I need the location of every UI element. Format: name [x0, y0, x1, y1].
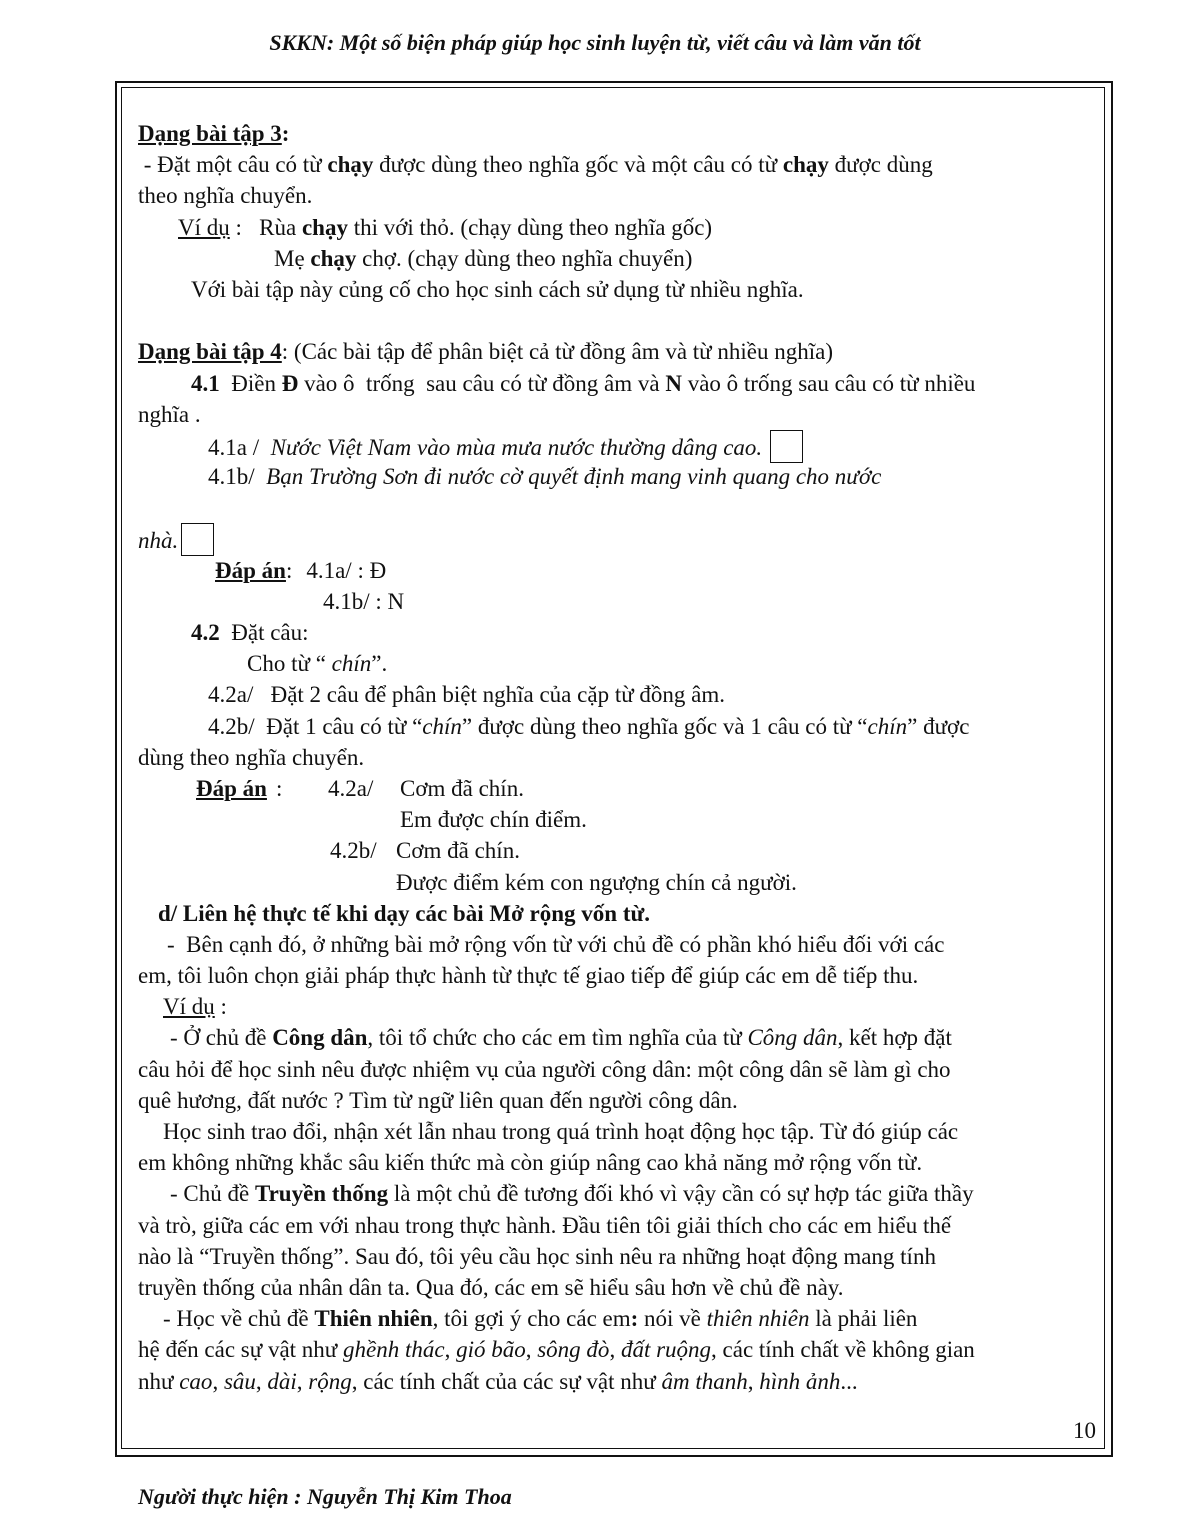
congdan-line2: câu hỏi để học sinh nêu được nhiệm vụ của người công dân: một công dân sẽ làm gì cho	[138, 1056, 951, 1082]
sectionD-heading: d/ Liên hệ thực tế khi dạy các bài Mở rộng vốn từ.	[158, 900, 651, 926]
page-number: 10	[1073, 1418, 1096, 1443]
ans41-line1	[138, 555, 1103, 586]
italic-word: hình ảnh	[759, 1368, 841, 1394]
q42-title: Đặt câu:	[219, 620, 309, 645]
sectionD-example-line	[138, 991, 1103, 1022]
truyenthong-line1	[138, 1178, 1103, 1209]
text: - Đặt một câu có từ	[138, 152, 328, 178]
section4-heading-line	[138, 336, 1103, 367]
text: , kết hợp đặt	[837, 1025, 952, 1051]
text: :	[214, 994, 227, 1020]
text: thi với thỏ. (chạy dùng theo nghĩa gốc)	[347, 214, 713, 240]
hocsinh-line1: Học sinh trao đổi, nhận xét lẫn nhau trong quá trình hoạt động học tập. Từ đó giúp các	[163, 1119, 959, 1144]
truyenthong-line3: nào là “Truyền thống”. Sau đó, tôi yêu cầu học sinh nêu ra những hoạt động mang tính	[138, 1243, 936, 1269]
text: Cho từ “	[247, 651, 332, 677]
bold-word: Thiên nhiên	[314, 1306, 433, 1332]
text: ,	[609, 1337, 621, 1363]
section4-description: : (Các bài tập để phân biệt cả từ đồng âm và từ nhiều nghĩa)	[281, 339, 833, 365]
text: ,	[444, 1337, 457, 1363]
text: ,	[212, 1368, 224, 1394]
page-footer: Người thực hiện : Nguyễn Thị Kim Thoa	[138, 1484, 512, 1509]
section4-heading: Dạng bài tập 4	[138, 339, 282, 365]
thiennhien-line2	[138, 1334, 1103, 1365]
italic-word: cao	[179, 1368, 213, 1394]
italic-word: chín	[867, 713, 908, 739]
text: - Học về chủ đề	[163, 1306, 315, 1332]
ans42a2: Em được chín điểm.	[400, 807, 587, 833]
sectionD-p1: - Bên cạnh đó, ở những bài mở rộng vốn từ với chủ đề có phần khó hiểu đối với các	[167, 931, 945, 957]
italic-word: âm thanh	[661, 1368, 748, 1394]
text: hệ đến các sự vật như	[138, 1337, 344, 1363]
ans42b2: Được điểm kém con ngượng chín cả người.	[396, 869, 797, 895]
italic-word: gió bão	[456, 1337, 526, 1363]
ans42-line1	[138, 773, 1103, 804]
section3-heading-colon: :	[281, 121, 290, 146]
q41b-end	[138, 523, 1103, 554]
q41a-text: Nước Việt Nam vào mùa mưa nước thường dâng cao.	[270, 434, 763, 460]
text: ” được	[907, 713, 970, 739]
text: được dùng theo nghĩa gốc và một câu có từ	[373, 152, 783, 178]
section3-example2	[138, 243, 1103, 274]
q42a: 4.2a/ Đặt 2 câu để phân biệt nghĩa của cặp từ đồng âm.	[208, 682, 726, 708]
italic-word: chín	[422, 713, 462, 739]
ans42a-label: 4.2a/	[328, 775, 374, 801]
ans42-line3	[138, 835, 1103, 866]
q41-number: 4.1	[191, 370, 220, 396]
q42-given	[138, 648, 1103, 679]
truyenthong-line4: truyền thống của nhân dân ta. Qua đó, các em sẽ hiểu sâu hơn về chủ đề này.	[138, 1274, 844, 1300]
ans41b: 4.1b/ : N	[323, 588, 405, 614]
italic-word: thiên nhiên	[706, 1306, 810, 1332]
thiennhien-line3	[138, 1366, 1103, 1397]
bold-colon: :	[630, 1306, 639, 1332]
text: , các tính chất của các sự vật như	[351, 1368, 662, 1394]
bold-letter: Đ	[281, 370, 299, 396]
ans42b1: Cơm đã chín.	[396, 838, 520, 864]
example-label: Ví dụ	[178, 214, 230, 240]
text: Mẹ	[274, 245, 311, 271]
italic-word: Công dân	[747, 1025, 838, 1051]
section3-example1	[138, 212, 1103, 243]
spacer	[138, 305, 1103, 336]
q41-line	[138, 368, 1103, 399]
text: - Chủ đề	[170, 1181, 255, 1207]
text: là phải liên	[809, 1306, 918, 1332]
text: ,	[255, 1368, 268, 1394]
answer-label: Đáp án	[215, 557, 286, 583]
ans41a: 4.1a/ : Đ	[306, 557, 387, 583]
bold-word: Công dân	[272, 1025, 368, 1051]
text: : Rùa	[229, 214, 302, 240]
q41b-end-text: nhà.	[138, 528, 179, 554]
q42-number: 4.2	[191, 620, 220, 645]
sectionD-p2: em, tôi luôn chọn giải pháp thực hành từ thực tế giao tiếp để giúp các em dễ tiếp thu.	[138, 963, 919, 989]
q41-cont: nghĩa .	[138, 401, 201, 427]
text: 4.2b/ Đặt 1 câu có từ “	[208, 713, 423, 739]
spacer	[138, 492, 1103, 523]
bold-letter: N	[665, 370, 682, 396]
text: được dùng	[828, 152, 933, 178]
answer-label: Đáp án	[196, 775, 267, 801]
bold-word: Truyền thống	[254, 1181, 389, 1207]
ans42a1: Cơm đã chín.	[400, 775, 524, 801]
text: ”.	[371, 651, 388, 677]
ans42b-label: 4.2b/	[330, 838, 377, 864]
q42-line	[138, 617, 1103, 648]
text: , tôi gợi ý cho các em	[432, 1306, 631, 1332]
q42b-cont: dùng theo nghĩa chuyển.	[138, 744, 365, 770]
text: là một chủ đề tương đối khó vì vậy cần có sự hợp tác giữa thầy	[388, 1181, 974, 1207]
truyenthong-line2: và trò, giữa các em với nhau trong thực hành. Đầu tiên tôi giải thích cho các em hiểu thế	[138, 1212, 952, 1238]
answer-box-q41b[interactable]	[181, 523, 214, 556]
bold-word: chạy	[301, 214, 348, 240]
italic-word: đất ruộng	[620, 1337, 712, 1363]
section3-note: Với bài tập này củng cố cho học sinh cách sử dụng từ nhiều nghĩa.	[191, 276, 804, 302]
text: :	[285, 557, 293, 583]
text: ” được dùng theo nghĩa gốc và 1 câu có từ “	[461, 713, 868, 739]
section3-heading: Dạng bài tập 3	[138, 121, 282, 146]
content-body	[138, 118, 1103, 1397]
q41a-label: 4.1a /	[208, 434, 271, 460]
bold-word: chạy	[782, 152, 829, 178]
text: Điền	[219, 370, 282, 396]
text: ,	[747, 1368, 760, 1394]
answer-box-q41a[interactable]	[770, 430, 803, 463]
text: vào ô trống sau câu có từ nhiều	[681, 370, 976, 396]
thiennhien-line1	[138, 1303, 1103, 1334]
text: nói về	[638, 1306, 707, 1332]
section3-line1	[138, 149, 1103, 180]
italic-word: rộng	[308, 1368, 352, 1394]
bold-word: chạy	[310, 245, 357, 271]
text: ...	[840, 1368, 858, 1394]
bold-word: chạy	[327, 152, 374, 178]
section3-heading-line	[138, 118, 1103, 149]
italic-word: sông đò	[537, 1337, 610, 1363]
q41b-label: 4.1b/	[208, 464, 267, 490]
q41a-line	[138, 430, 1103, 461]
congdan-line1	[138, 1022, 1103, 1053]
q41b-text: Bạn Trường Sơn đi nước cờ quyết định mang vinh quang cho nước	[266, 464, 882, 490]
italic-word: dài	[267, 1368, 297, 1394]
page-header: SKKN: Một số biện pháp giúp học sinh luyện từ, viết câu và làm văn tốt	[269, 30, 921, 55]
italic-word: sâu	[223, 1368, 256, 1394]
section3-line2: theo nghĩa chuyển.	[138, 183, 313, 209]
text: như	[138, 1368, 180, 1394]
text: , tôi tổ chức cho các em tìm nghĩa của từ	[367, 1025, 748, 1051]
text: :	[276, 775, 283, 801]
italic-word: chín	[331, 651, 372, 677]
q42b-line	[138, 711, 1103, 742]
text: vào ô trống sau câu có từ đồng âm và	[298, 370, 666, 396]
hocsinh-line2: em không những khắc sâu kiến thức mà còn giúp nâng cao khả năng mở rộng vốn từ.	[138, 1150, 923, 1176]
italic-word: ghềnh thác	[343, 1337, 445, 1363]
text: , các tính chất về không gian	[711, 1337, 975, 1363]
example-label: Ví dụ	[163, 994, 215, 1020]
text: - Ở chủ đề	[170, 1025, 273, 1051]
text: ,	[296, 1368, 309, 1394]
congdan-line3: quê hương, đất nước ? Tìm từ ngữ liên quan đến người công dân.	[138, 1087, 738, 1113]
text: chợ. (chạy dùng theo nghĩa chuyển)	[356, 245, 693, 271]
text: ,	[525, 1337, 538, 1363]
q41b-line	[138, 461, 1103, 492]
